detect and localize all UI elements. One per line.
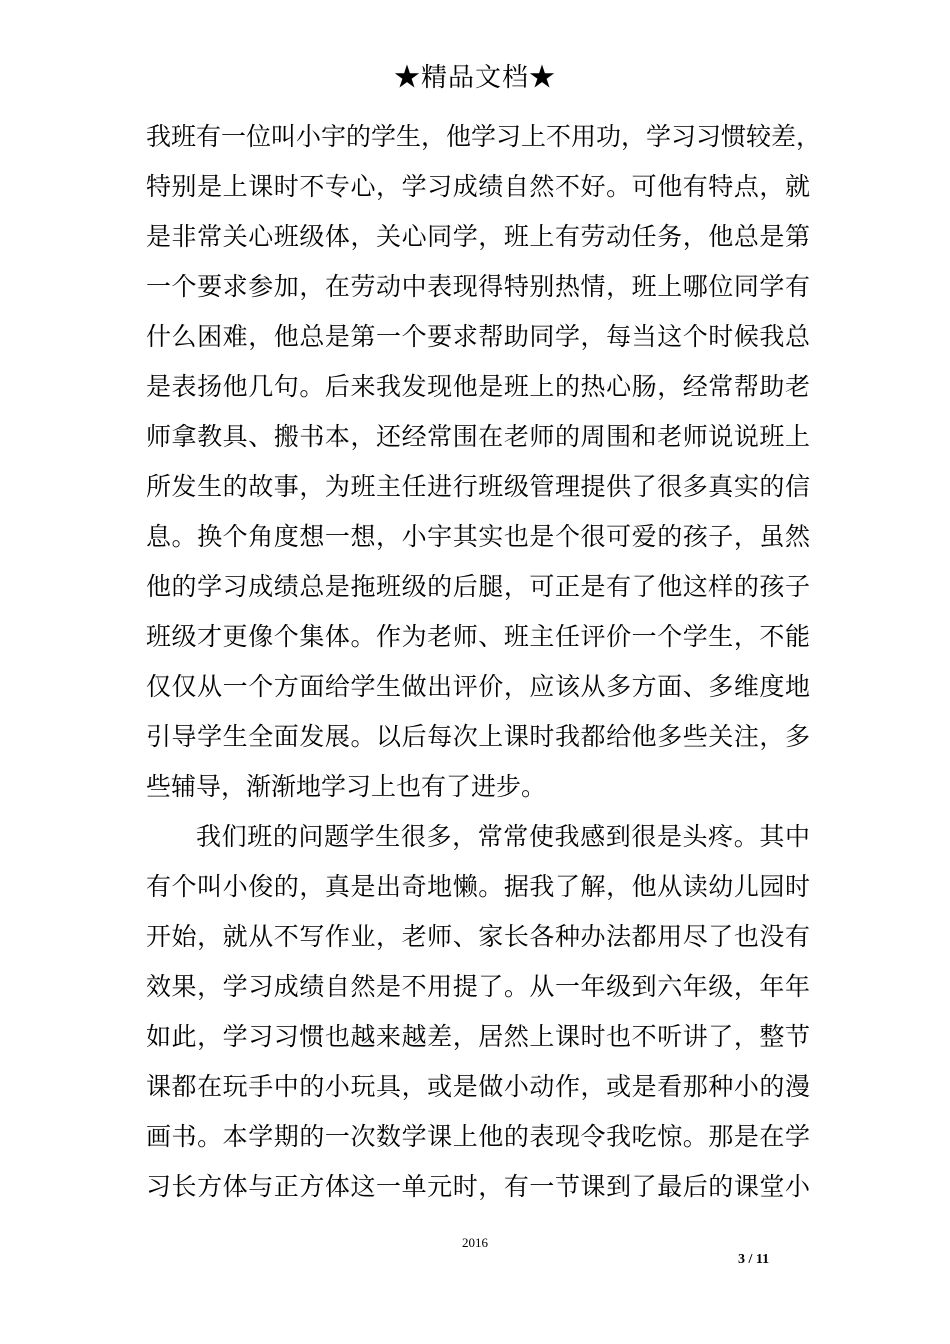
text-line: 一个要求参加，在劳动中表现得特别热情，班上哪位同学有 — [146, 272, 810, 301]
text-line: 画书。本学期的一次数学课上他的表现令我吃惊。那是在学 — [146, 1122, 810, 1151]
page-header-title: ★精品文档★ — [393, 63, 556, 93]
text-line: 所发生的故事，为班主任进行班级管理提供了很多真实的信 — [146, 472, 810, 501]
text-line: 特别是上课时不专心，学习成绩自然不好。可他有特点，就 — [146, 172, 810, 201]
text-line: 是非常关心班级体，关心同学，班上有劳动任务，他总是第 — [146, 222, 810, 251]
paragraph — [146, 118, 822, 818]
text-line: 有个叫小俊的，真是出奇地懒。据我了解，他从读幼儿园时 — [146, 872, 810, 901]
text-line: 引导学生全面发展。以后每次上课时我都给他多些关注，多 — [146, 722, 810, 751]
text-line: 师拿教具、搬书本，还经常围在老师的周围和老师说说班上 — [146, 422, 810, 451]
text-line: 习长方体与正方体这一单元时，有一节课到了最后的课堂小 — [146, 1172, 810, 1201]
text-line: 什么困难，他总是第一个要求帮助同学，每当这个时候我总 — [146, 322, 810, 351]
text-line: 开始，就从不写作业，老师、家长各种办法都用尽了也没有 — [146, 922, 810, 951]
footer-year: 2016 — [462, 1235, 488, 1250]
text-line: 课都在玩手中的小玩具，或是做小动作，或是看那种小的漫 — [146, 1072, 810, 1101]
text-line: 是表扬他几句。后来我发现他是班上的热心肠，经常帮助老 — [146, 372, 810, 401]
document-body — [146, 118, 822, 1218]
text-line: 我们班的问题学生很多，常常使我感到很是头疼。其中 — [196, 822, 810, 851]
text-line: 他的学习成绩总是拖班级的后腿，可正是有了他这样的孩子 — [146, 572, 810, 601]
text-line: 仅仅从一个方面给学生做出评价，应该从多方面、多维度地 — [146, 672, 810, 701]
page-number: 3 / 11 — [738, 1252, 770, 1267]
text-line: 息。换个角度想一想，小宇其实也是个很可爱的孩子，虽然 — [146, 522, 810, 551]
text-line: 些辅导，渐渐地学习上也有了进步。 — [146, 772, 547, 801]
text-line: 我班有一位叫小宇的学生，他学习上不用功，学习习惯较差， — [146, 122, 822, 151]
text-line: 班级才更像个集体。作为老师、班主任评价一个学生，不能 — [146, 622, 810, 651]
text-line: 效果，学习成绩自然是不用提了。从一年级到六年级，年年 — [146, 972, 810, 1001]
paragraph — [146, 818, 810, 1218]
text-line: 如此，学习习惯也越来越差，居然上课时也不听讲了，整节 — [146, 1022, 810, 1051]
